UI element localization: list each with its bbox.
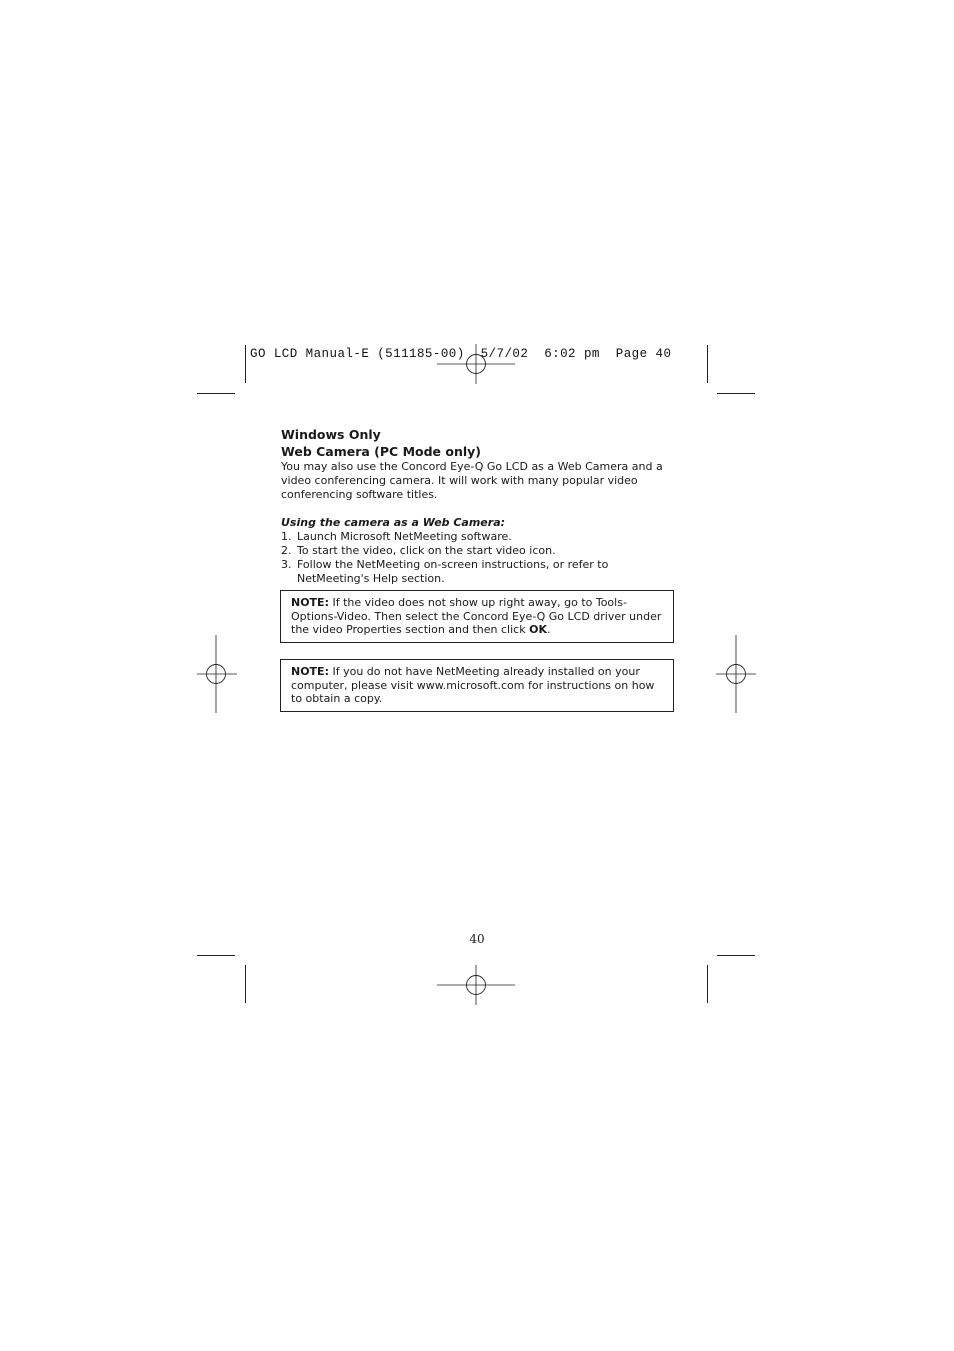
registration-mark-bottom <box>437 965 515 1005</box>
crop-mark <box>707 965 708 1003</box>
crop-mark <box>197 393 235 394</box>
step-number: 1. <box>281 530 292 543</box>
step-number: 3. <box>281 558 292 571</box>
subsection-heading: Web Camera (PC Mode only) <box>281 444 482 459</box>
registration-mark-left <box>197 635 237 713</box>
crop-mark <box>717 955 755 956</box>
registration-mark-right <box>716 635 756 713</box>
section-heading: Windows Only <box>281 427 381 442</box>
instructions-title: Using the camera as a Web Camera: <box>281 516 506 529</box>
step-text: To start the video, click on the start video icon. <box>297 544 556 557</box>
page-number: 40 <box>469 932 485 946</box>
registration-mark-top <box>437 344 515 384</box>
step-text: Follow the NetMeeting on-screen instructions, or refer to NetMeeting's Help section. <box>297 558 609 585</box>
steps-list <box>281 530 673 586</box>
note-box-netmeeting <box>280 659 674 712</box>
print-slug: GO LCD Manual-E (511185-00) 5/7/02 6:02 pm Page 40 <box>250 347 672 361</box>
crop-mark <box>245 965 246 1003</box>
step-number: 2. <box>281 544 292 557</box>
note-box-video <box>280 590 674 643</box>
note-label: NOTE: <box>291 596 329 609</box>
crop-mark <box>707 345 708 383</box>
list-item <box>281 544 673 558</box>
step-text: Launch Microsoft NetMeeting software. <box>297 530 512 543</box>
crop-mark <box>717 393 755 394</box>
note-text: If the video does not show up right away, go to Tools-Options-Video. Then select the Concord Eye-Q Go LCD driver under the video Properties section and then click <box>291 596 662 636</box>
note-ok-text: OK <box>529 623 547 636</box>
list-item <box>281 558 673 586</box>
crop-mark <box>197 955 235 956</box>
note-end: . <box>546 623 551 636</box>
crop-mark <box>245 345 246 383</box>
note-label: NOTE: <box>291 665 329 678</box>
intro-paragraph: You may also use the Concord Eye-Q Go LCD as a Web Camera and a video conferencing camera. It will work with many popular video conferencing software titles. <box>281 460 663 501</box>
note-text: If you do not have NetMeeting already installed on your computer, please visit www.microsoft.com for instructions on how to obtain a copy. <box>291 665 655 705</box>
list-item <box>281 530 673 544</box>
main-content <box>281 426 673 586</box>
